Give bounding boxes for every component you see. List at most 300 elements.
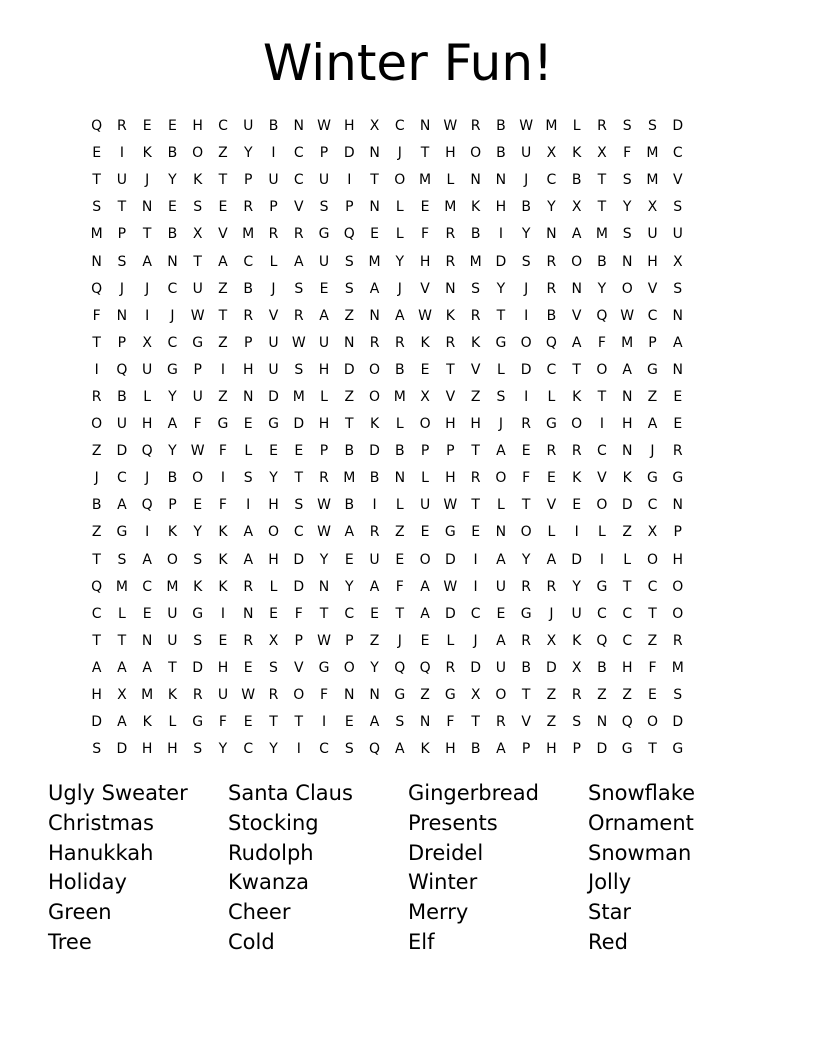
grid-letter: D	[192, 659, 204, 676]
grid-letter: M	[368, 253, 381, 270]
grid-letter: N	[242, 605, 254, 622]
grid-letter: O	[571, 416, 583, 433]
grid-letter: S	[648, 118, 657, 135]
grid-letter: V	[470, 361, 481, 378]
grid-letter: J	[549, 605, 554, 622]
grid-letter: O	[621, 280, 633, 297]
grid-letter: S	[117, 551, 127, 568]
grid-letter: I	[524, 307, 529, 324]
grid-letter: B	[395, 361, 405, 378]
grid-letter: T	[648, 741, 657, 758]
grid-letter: M	[646, 172, 659, 189]
grid-letter: O	[470, 145, 482, 162]
grid-letter: U	[167, 632, 178, 649]
grid-row	[84, 628, 732, 655]
grid-letter: A	[91, 659, 102, 676]
grid-letter: P	[319, 145, 329, 162]
grid-letter: I	[599, 416, 605, 433]
word-column	[228, 779, 408, 958]
grid-letter: Z	[597, 687, 607, 704]
grid-letter: F	[623, 145, 632, 162]
grid-letter: C	[597, 443, 607, 460]
grid-letter: S	[622, 226, 632, 243]
grid-letter: G	[318, 659, 330, 676]
grid-letter: V	[597, 470, 607, 487]
grid-row	[84, 574, 732, 601]
grid-letter: S	[395, 714, 405, 731]
grid-letter: O	[646, 551, 658, 568]
grid-letter: O	[419, 551, 431, 568]
grid-letter: T	[168, 659, 177, 676]
word-list-item: Ornament	[588, 810, 694, 835]
grid-letter: U	[495, 659, 506, 676]
grid-letter: X	[117, 687, 127, 704]
grid-letter: T	[496, 307, 506, 324]
grid-letter: R	[571, 687, 582, 704]
grid-letter: P	[648, 334, 657, 351]
grid-letter: B	[167, 226, 178, 243]
grid-letter: S	[193, 741, 203, 758]
grid-letter: F	[446, 714, 455, 731]
grid-letter: A	[369, 578, 380, 595]
grid-letter: C	[672, 145, 683, 162]
grid-letter: M	[646, 145, 659, 162]
grid-letter: I	[220, 470, 226, 487]
grid-letter: D	[571, 551, 583, 568]
grid-letter: L	[623, 551, 632, 568]
grid-letter: N	[167, 253, 178, 270]
grid-letter: D	[343, 145, 355, 162]
grid-letter: N	[621, 388, 633, 405]
grid-letter: G	[647, 361, 658, 378]
grid-letter: B	[521, 199, 531, 216]
grid-letter: N	[116, 307, 128, 324]
grid-letter: J	[524, 280, 529, 297]
grid-letter: T	[92, 551, 101, 568]
grid-letter: H	[91, 687, 102, 704]
grid-letter: A	[496, 632, 506, 649]
grid-letter: S	[193, 632, 203, 649]
grid-letter: D	[343, 361, 355, 378]
grid-letter: E	[521, 443, 531, 460]
grid-letter: K	[142, 145, 152, 162]
grid-letter: H	[470, 416, 481, 433]
grid-letter: G	[318, 226, 330, 243]
grid-letter: Z	[395, 524, 405, 541]
grid-letter: M	[90, 226, 103, 243]
grid-letter: I	[271, 145, 276, 162]
grid-letter: A	[420, 605, 430, 622]
grid-row	[84, 167, 732, 194]
grid-row	[84, 492, 732, 519]
grid-letter: Z	[647, 632, 658, 649]
grid-letter: N	[318, 578, 330, 595]
grid-letter: K	[218, 578, 228, 595]
grid-letter: L	[395, 199, 404, 216]
grid-letter: L	[168, 714, 177, 731]
grid-letter: V	[445, 388, 456, 405]
grid-letter: A	[571, 226, 582, 243]
grid-letter: H	[495, 199, 507, 216]
grid-letter: U	[521, 145, 532, 162]
grid-letter: M	[545, 118, 558, 135]
grid-letter: E	[673, 416, 683, 433]
grid-letter: E	[344, 714, 354, 731]
grid-letter: K	[193, 578, 203, 595]
grid-letter: U	[318, 172, 330, 189]
grid-letter: P	[420, 443, 430, 460]
grid-letter: X	[571, 199, 582, 216]
grid-row	[84, 357, 732, 384]
grid-letter: G	[545, 416, 557, 433]
grid-letter: T	[92, 334, 101, 351]
grid-letter: T	[521, 497, 531, 514]
grid-letter: W	[317, 497, 331, 514]
grid-letter: P	[117, 334, 127, 351]
grid-letter: E	[344, 551, 354, 568]
grid-letter: K	[193, 172, 203, 189]
grid-letter: R	[445, 659, 456, 676]
grid-letter: S	[344, 253, 354, 270]
grid-letter: I	[473, 578, 478, 595]
grid-letter: S	[243, 470, 253, 487]
grid-letter: J	[397, 632, 402, 649]
grid-letter: K	[572, 388, 582, 405]
grid-letter: O	[495, 687, 507, 704]
grid-letter: V	[647, 280, 658, 297]
grid-letter: T	[142, 226, 152, 243]
grid-letter: S	[92, 741, 102, 758]
grid-letter: R	[496, 714, 506, 731]
grid-letter: N	[344, 687, 355, 704]
grid-letter: S	[193, 551, 203, 568]
grid-row	[84, 140, 732, 167]
grid-letter: G	[192, 334, 204, 351]
grid-letter: J	[473, 632, 478, 649]
grid-letter: S	[319, 199, 329, 216]
word-list-item: Star	[588, 900, 632, 925]
grid-letter: T	[117, 632, 127, 649]
grid-letter: H	[167, 741, 178, 758]
grid-letter: G	[621, 741, 633, 758]
grid-letter: L	[496, 361, 505, 378]
grid-letter: R	[546, 280, 557, 297]
grid-letter: Z	[622, 524, 632, 541]
grid-letter: H	[546, 741, 557, 758]
grid-letter: E	[269, 443, 278, 460]
grid-letter: V	[546, 497, 557, 514]
grid-letter: V	[521, 714, 531, 731]
grid-letter: G	[520, 605, 532, 622]
grid-letter: O	[369, 388, 381, 405]
word-list-item: Hanukkah	[48, 840, 154, 865]
grid-letter: M	[343, 470, 356, 487]
grid-letter: T	[92, 172, 101, 189]
grid-letter: K	[167, 687, 178, 704]
grid-letter: O	[571, 253, 583, 270]
grid-row	[84, 519, 732, 546]
grid-letter: D	[596, 741, 608, 758]
grid-letter: R	[192, 687, 203, 704]
grid-letter: S	[471, 280, 481, 297]
grid-row	[84, 411, 732, 438]
grid-letter: M	[469, 253, 482, 270]
grid-letter: D	[470, 659, 481, 676]
grid-letter: S	[673, 199, 683, 216]
grid-letter: A	[117, 714, 127, 731]
word-list-item: Winter	[408, 870, 478, 895]
grid-letter: I	[321, 714, 327, 731]
grid-letter: J	[145, 172, 150, 189]
grid-letter: F	[395, 578, 404, 595]
grid-letter: R	[117, 118, 127, 135]
grid-letter: T	[648, 605, 657, 622]
grid-letter: I	[94, 361, 99, 378]
grid-letter: H	[621, 659, 633, 676]
grid-letter: C	[344, 605, 355, 622]
grid-letter: E	[395, 551, 405, 568]
grid-letter: M	[444, 199, 457, 216]
grid-letter: Q	[621, 714, 633, 731]
grid-letter: A	[243, 551, 254, 568]
grid-letter: I	[574, 524, 579, 541]
grid-letter: B	[167, 145, 178, 162]
grid-letter: E	[546, 470, 556, 487]
grid-letter: P	[673, 524, 682, 541]
grid-letter: P	[168, 497, 177, 514]
grid-letter: G	[394, 687, 406, 704]
grid-letter: U	[192, 388, 203, 405]
grid-letter: H	[647, 253, 658, 270]
grid-letter: S	[496, 388, 506, 405]
grid-letter: L	[547, 524, 556, 541]
grid-letter: A	[142, 551, 152, 568]
grid-letter: L	[269, 253, 278, 270]
grid-letter: H	[141, 741, 153, 758]
grid-letter: X	[546, 145, 557, 162]
word-list-item: Merry	[408, 900, 469, 925]
grid-letter: X	[470, 687, 481, 704]
grid-letter: J	[397, 280, 402, 297]
grid-letter: Q	[419, 659, 431, 676]
grid-letter: K	[420, 334, 430, 351]
grid-letter: D	[444, 551, 456, 568]
grid-letter: E	[420, 199, 430, 216]
grid-letter: Z	[647, 388, 658, 405]
grid-letter: J	[397, 145, 402, 162]
grid-letter: V	[218, 226, 228, 243]
grid-letter: P	[572, 741, 581, 758]
grid-letter: E	[572, 497, 582, 514]
grid-row	[84, 221, 732, 248]
grid-letter: G	[444, 524, 456, 541]
grid-letter: X	[142, 334, 152, 351]
grid-letter: V	[293, 659, 304, 676]
grid-letter: O	[596, 361, 608, 378]
grid-letter: K	[622, 470, 632, 487]
grid-letter: M	[621, 334, 634, 351]
grid-letter: L	[395, 497, 404, 514]
grid-letter: K	[572, 470, 582, 487]
grid-letter: K	[471, 334, 481, 351]
grid-letter: C	[597, 605, 607, 622]
grid-letter: J	[498, 416, 503, 433]
grid-letter: A	[496, 551, 506, 568]
grid-letter: R	[546, 443, 557, 460]
grid-letter: T	[345, 416, 354, 433]
grid-letter: N	[546, 226, 557, 243]
grid-letter: C	[218, 118, 228, 135]
grid-letter: E	[243, 416, 253, 433]
grid-letter: N	[495, 524, 507, 541]
grid-letter: O	[369, 361, 381, 378]
grid-letter: B	[546, 307, 557, 324]
grid-letter: L	[572, 118, 581, 135]
word-list-item: Dreidel	[408, 840, 484, 865]
grid-letter: G	[192, 714, 204, 731]
grid-letter: S	[117, 253, 127, 270]
grid-letter: O	[293, 687, 305, 704]
grid-letter: E	[496, 605, 506, 622]
grid-letter: S	[294, 361, 304, 378]
grid-letter: R	[293, 226, 304, 243]
grid-letter: E	[648, 687, 657, 704]
grid-letter: R	[445, 226, 456, 243]
grid-letter: J	[145, 280, 150, 297]
grid-letter: W	[317, 524, 331, 541]
grid-letter: O	[192, 470, 204, 487]
grid-letter: Y	[218, 741, 228, 758]
grid-letter: Y	[572, 578, 581, 595]
grid-letter: I	[347, 172, 352, 189]
grid-letter: H	[217, 659, 229, 676]
grid-letter: E	[218, 632, 228, 649]
grid-letter: I	[473, 551, 478, 568]
grid-letter: Q	[91, 280, 103, 297]
grid-letter: N	[621, 253, 633, 270]
grid-letter: W	[620, 307, 635, 324]
grid-letter: K	[471, 199, 481, 216]
grid-letter: Y	[168, 172, 177, 189]
grid-letter: Y	[319, 551, 329, 568]
grid-letter: I	[220, 605, 226, 622]
grid-letter: H	[621, 416, 633, 433]
grid-letter: N	[672, 361, 683, 378]
grid-letter: E	[142, 118, 152, 135]
grid-letter: L	[395, 226, 404, 243]
grid-letter: O	[520, 524, 532, 541]
grid-letter: Q	[141, 497, 153, 514]
grid-letter: P	[269, 199, 278, 216]
grid-letter: E	[319, 280, 329, 297]
grid-letter: R	[243, 307, 254, 324]
grid-letter: Y	[395, 253, 405, 270]
grid-letter: N	[470, 172, 481, 189]
grid-letter: H	[318, 361, 330, 378]
grid-letter: B	[369, 470, 380, 487]
grid-letter: U	[268, 334, 279, 351]
grid-letter: U	[167, 605, 178, 622]
grid-letter: C	[167, 334, 178, 351]
grid-letter: Z	[218, 145, 228, 162]
grid-letter: I	[296, 741, 301, 758]
grid-letter: L	[269, 578, 278, 595]
grid-letter: U	[268, 361, 279, 378]
grid-letter: R	[470, 307, 481, 324]
grid-letter: W	[519, 118, 534, 135]
grid-letter: E	[168, 199, 177, 216]
grid-letter: A	[420, 578, 430, 595]
grid-letter: K	[218, 551, 228, 568]
grid-letter: T	[597, 172, 607, 189]
grid-letter: J	[94, 470, 99, 487]
grid-letter: Q	[116, 361, 128, 378]
grid-letter: F	[193, 416, 202, 433]
grid-letter: C	[470, 605, 481, 622]
grid-letter: A	[369, 714, 380, 731]
grid-letter: J	[145, 470, 150, 487]
grid-row	[84, 736, 732, 763]
grid-letter: A	[622, 361, 632, 378]
grid-letter: K	[369, 416, 380, 433]
grid-letter: U	[318, 334, 330, 351]
grid-letter: D	[116, 443, 128, 460]
grid-letter: L	[421, 470, 429, 487]
grid-letter: U	[142, 361, 153, 378]
grid-letter: H	[268, 497, 279, 514]
grid-letter: D	[672, 118, 684, 135]
grid-letter: S	[344, 280, 354, 297]
grid-row	[84, 248, 732, 275]
grid-letter: C	[622, 632, 633, 649]
grid-letter: D	[116, 741, 128, 758]
grid-row	[84, 330, 732, 357]
grid-letter: L	[244, 443, 253, 460]
word-list	[48, 779, 788, 958]
grid-letter: A	[672, 334, 683, 351]
grid-letter: B	[597, 253, 607, 270]
grid-letter: X	[268, 632, 279, 649]
grid-letter: E	[193, 497, 203, 514]
grid-letter: H	[445, 741, 456, 758]
letter-grid	[84, 113, 732, 763]
grid-letter: A	[142, 253, 152, 270]
word-column	[48, 779, 228, 958]
grid-letter: C	[394, 118, 405, 135]
grid-letter: R	[571, 443, 582, 460]
grid-letter: D	[672, 714, 684, 731]
grid-row	[84, 709, 732, 736]
grid-letter: A	[117, 659, 127, 676]
grid-letter: Y	[370, 659, 379, 676]
grid-letter: A	[344, 524, 355, 541]
grid-letter: T	[572, 361, 581, 378]
grid-letter: P	[117, 226, 127, 243]
grid-letter: X	[672, 253, 683, 270]
grid-letter: T	[446, 361, 455, 378]
grid-letter: F	[421, 226, 430, 243]
grid-letter: S	[344, 741, 354, 758]
grid-letter: H	[672, 551, 683, 568]
grid-letter: M	[671, 659, 684, 676]
grid-letter: V	[672, 172, 683, 189]
grid-letter: O	[166, 551, 178, 568]
grid-letter: S	[294, 280, 304, 297]
grid-letter: U	[369, 551, 380, 568]
grid-letter: G	[444, 687, 456, 704]
word-list-item: Christmas	[48, 810, 154, 835]
grid-row	[84, 113, 732, 140]
